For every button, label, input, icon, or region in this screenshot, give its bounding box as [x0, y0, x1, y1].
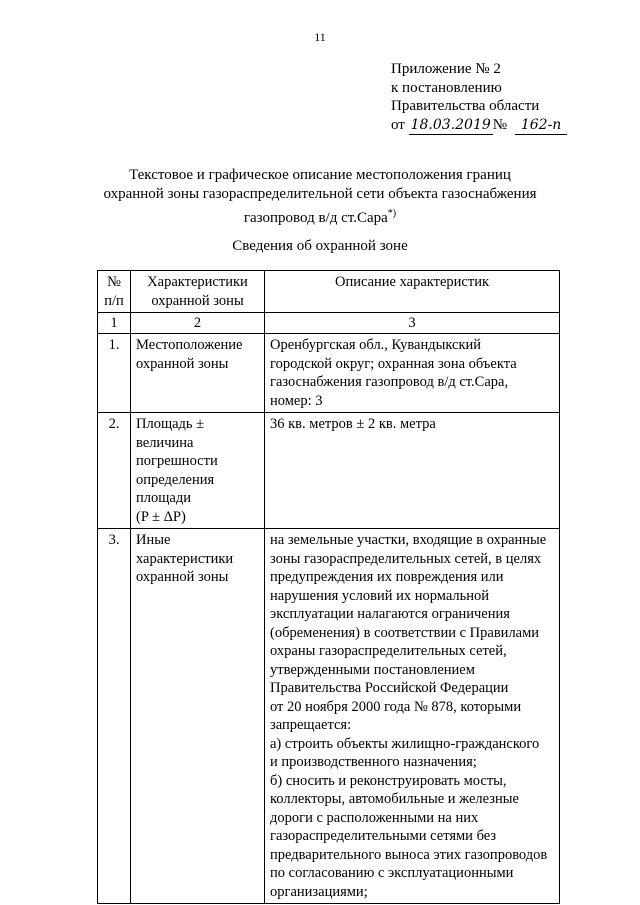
table-row	[98, 529, 560, 904]
header-characteristics: Характеристики охранной зоны	[131, 271, 265, 313]
row-number: 1.	[98, 334, 131, 413]
appendix-date-line	[391, 116, 567, 136]
section-subtitle: Сведения об охранной зоне	[232, 238, 408, 254]
row-characteristic: Площадь ± величина погрешности определения площади (P ± ΔP)	[131, 413, 265, 529]
table-row	[98, 334, 560, 413]
title-line-3: газопровод в/д ст.Сара*)	[243, 208, 397, 226]
page-number: 11	[314, 30, 326, 44]
index-cell: 2	[131, 313, 265, 334]
row-number: 2.	[98, 413, 131, 529]
document-title	[60, 166, 580, 228]
row-characteristic: Местоположение охранной зоны	[131, 334, 265, 413]
footnote-mark: *)	[387, 208, 397, 219]
appendix-block	[391, 60, 567, 135]
header-number: № п/п	[98, 271, 131, 313]
title-line-2: охранной зоны газораспределительной сети объекта газоснабжения	[103, 186, 537, 202]
appendix-title: Приложение № 2	[391, 61, 501, 77]
row-description: 36 кв. метров ± 2 кв. метра	[265, 413, 560, 529]
table-row	[98, 413, 560, 529]
handwritten-number: 162-п	[515, 116, 567, 136]
protection-zone-table	[97, 270, 560, 904]
header-description: Описание характеристик	[265, 271, 560, 313]
date-prefix: от	[391, 116, 405, 133]
number-sign: №	[492, 116, 508, 133]
appendix-line-resolution: к постановлению	[391, 79, 502, 96]
table-index-row	[98, 313, 560, 334]
row-description: на земельные участки, входящие в охранные зоны газораспределительных сетей, в целях предупреждения их повреждения или нарушения условий их нормальной эксплуатации налагаются ограничения (обременения) в соответствии с Правилами охраны газораспределительных сетей, утвержденными постановлением Правительства Российской Федерации от 20 ноября 2000 года № 878, которыми запрещается: а) строить объекты жилищно-гражданского и производственного назначения; б) сносить и реконструировать мосты, коллекторы, автомобильные и железные дороги с расположенными на них газораспределительными сетями без предварительного выноса этих газопроводов по согласованию с эксплуатационными организациями;	[265, 529, 560, 904]
handwritten-date: 18.03.2019	[409, 116, 493, 136]
row-characteristic: Иные характеристики охранной зоны	[131, 529, 265, 904]
row-number: 3.	[98, 529, 131, 904]
appendix-line-government: Правительства области	[391, 98, 540, 114]
index-cell: 1	[98, 313, 131, 334]
title-line-1: Текстовое и графическое описание местоположения границ	[129, 167, 511, 183]
index-cell: 3	[265, 313, 560, 334]
table-header-row	[98, 271, 560, 313]
row-description: Оренбургская обл., Кувандыкский городской округ; охранная зона объекта газоснабжения газопровод в/д ст.Сара, номер: 3	[265, 334, 560, 413]
